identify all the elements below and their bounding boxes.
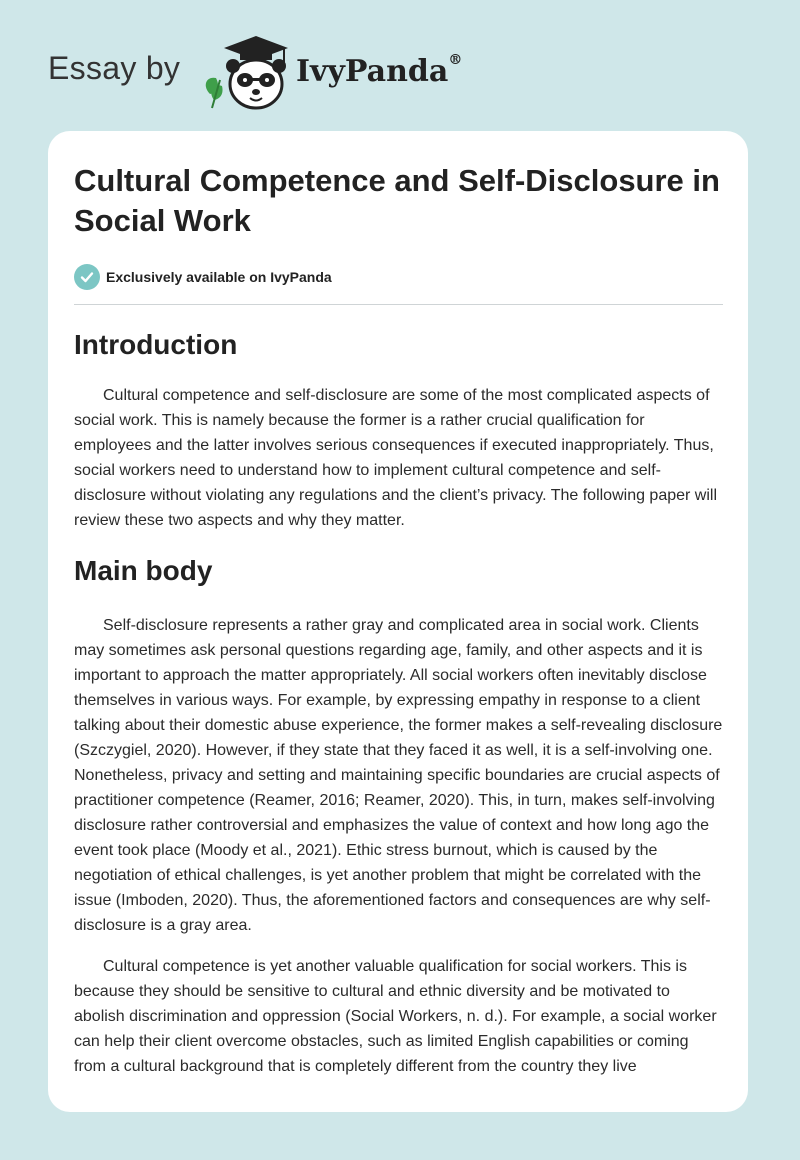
brand-name[interactable]: IvyPanda®: [296, 52, 463, 89]
panda-logo-icon[interactable]: [200, 36, 292, 112]
paragraph: Self-disclosure represents a rather gray and complicated area in social work. Clients may sometimes ask personal questions regarding age, family, and other aspects and it is important to approach the matter appropriately. All social workers often inevitably disclose themselves in various ways. For example, by expressing empathy in response to a client talking about their domestic abuse experience, the former makes a self-revealing disclosure (Szczygiel, 2020). However, if they state that they faced it as well, it is a self-involving one. Nonetheless, privacy and setting and maintaining specific boundaries are crucial aspects of practitioner competence (Reamer, 2016; Reamer, 2020). This, in turn, makes self-involving disclosure rather controversial and emphasizes the value of context and how long ago the event took place (Moody et al., 2021). Ethic stress burnout, which is caused by the negotiation of ethical challenges, is yet another problem that might be correlated with the issue (Imboden, 2020). Thus, the aforementioned factors and consequences are why self-disclosure is a gray area.: [74, 617, 723, 934]
section-heading: Introduction: [74, 329, 238, 360]
paragraph: Cultural competence and self-disclosure are some of the most complicated aspects of social work. This is namely because the former is a rather crucial qualification for employees and the latter involves serious consequences if executed inappropriately. Thus, social workers need to understand how to implement cultural competence and self-disclosure without violating any regulations and the client’s privacy. The following paper will review these two aspects and why they matter.: [74, 387, 718, 529]
essay-content: [74, 161, 723, 1079]
check-icon: [74, 264, 100, 290]
section-main-body: [74, 553, 723, 1079]
section-heading: Main body: [74, 555, 213, 586]
paragraph: Cultural competence is yet another valuable qualification for social workers. This is because they should be sensitive to cultural and ethnic diversity and be motivated to abolish discrimination and oppression (Social Workers, n. d.). For example, a social worker can help their client overcome obstacles, such as limited English capabilities or coming from a cultural background that is completely different from the country they live: [74, 958, 717, 1075]
divider: [74, 304, 723, 305]
section-introduction: [74, 327, 723, 533]
site-header: [48, 36, 748, 116]
essay-card: [48, 131, 748, 1112]
essay-title: Cultural Competence and Self-Disclosure in Social Work: [74, 163, 720, 238]
essay-by-label: Essay by: [48, 50, 181, 86]
exclusive-badge-text: Exclusively available on IvyPanda: [106, 269, 332, 285]
registered-mark: ®: [448, 52, 463, 68]
exclusive-badge: [74, 263, 723, 291]
